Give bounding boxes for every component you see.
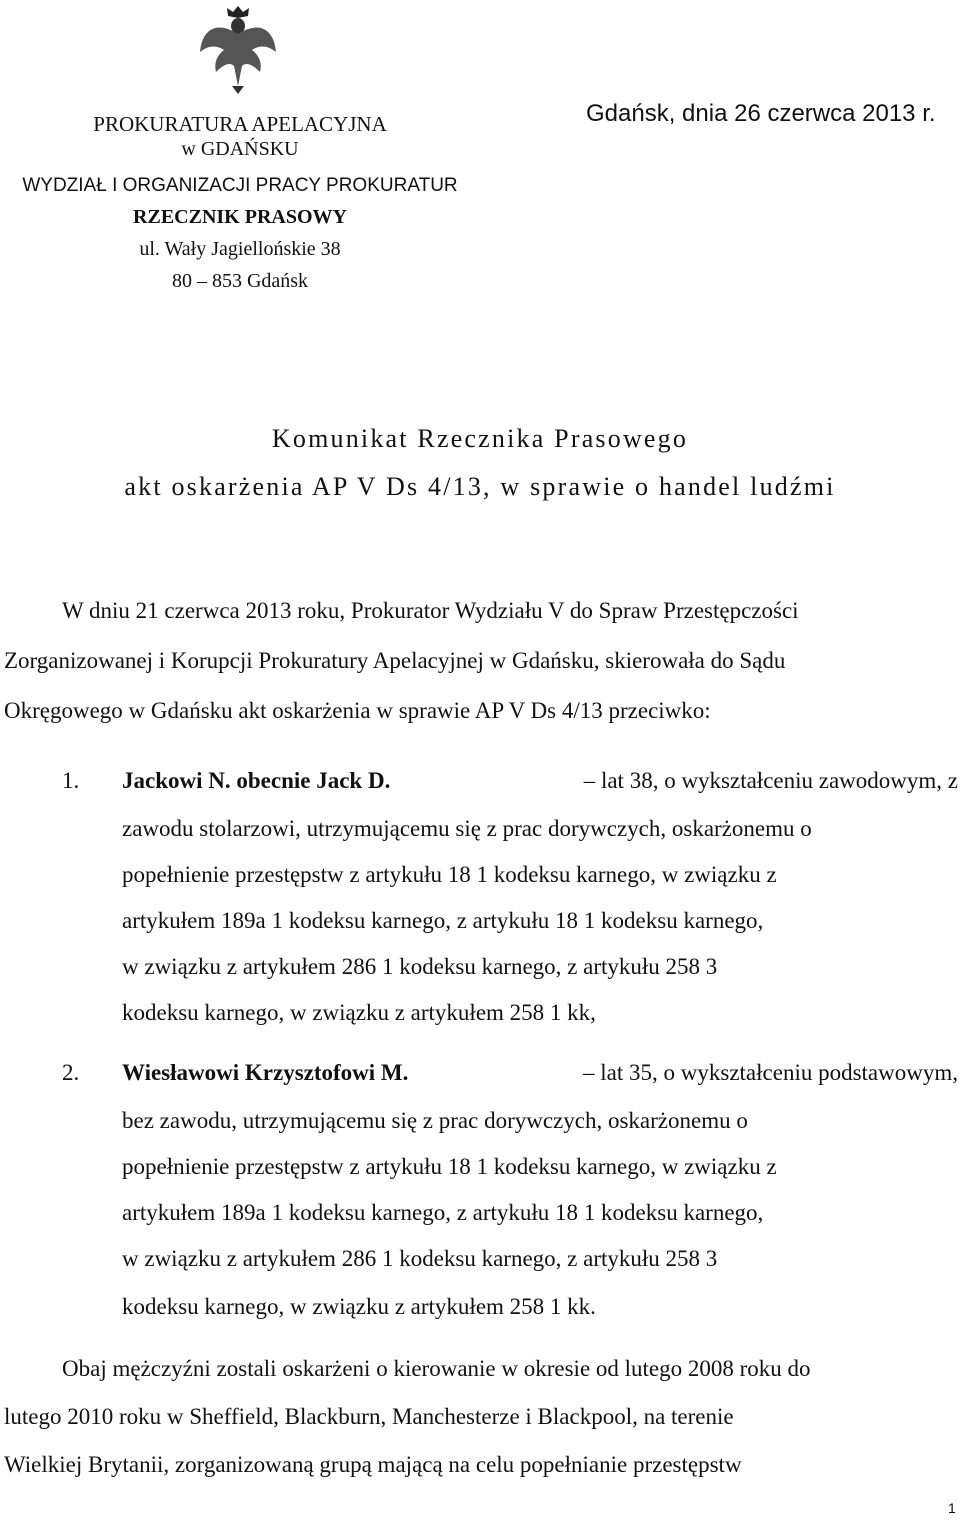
closing-line: lutego 2010 roku w Sheffield, Blackburn, Manchesterze i Blackpool, na terenie bbox=[4, 1404, 734, 1429]
intro-line: Okręgowego w Gdańsku akt oskarżenia w sprawie AP V Ds 4/13 przeciwko: bbox=[4, 698, 711, 723]
defendant-line: kodeksu karnego, w związku z artykułem 258 1 kk. bbox=[122, 1294, 596, 1319]
defendant-2-first-line bbox=[122, 1060, 958, 1086]
list-number: 1. bbox=[62, 768, 80, 793]
org-name: PROKURATURA APELACYJNA bbox=[93, 112, 387, 136]
defendant-1-first-line bbox=[122, 768, 958, 794]
intro-line: Zorganizowanej i Korupcji Prokuratury Apelacyjnej w Gdańsku, skierowała do Sądu bbox=[4, 648, 786, 673]
intro-line: W dniu 21 czerwca 2013 roku, Prokurator Wydziału V do Spraw Przestępczości bbox=[62, 598, 799, 623]
defendant-line: bez zawodu, utrzymującemu się z prac dorywczych, oskarżonemu o bbox=[122, 1108, 748, 1133]
street-address: ul. Wały Jagiellońskie 38 bbox=[139, 238, 341, 260]
defendant-line: popełnienie przestępstw z artykułu 18 1 kodeksu karnego, w związku z bbox=[122, 862, 777, 887]
defendant-line: artykułem 189a 1 kodeksu karnego, z artykułu 18 1 kodeksu karnego, bbox=[122, 1200, 764, 1225]
eagle-emblem bbox=[196, 0, 280, 96]
defendant-line: kodeksu karnego, w związku z artykułem 258 1 kk, bbox=[122, 1000, 596, 1025]
defendant-name: Wiesławowi Krzysztofowi M. bbox=[122, 1060, 409, 1085]
defendant-line: artykułem 189a 1 kodeksu karnego, z artykułu 18 1 kodeksu karnego, bbox=[122, 908, 764, 933]
title-line2: akt oskarżenia AP V Ds 4/13, w sprawie o handel ludźmi bbox=[124, 472, 836, 501]
defendant-line: w związku z artykułem 286 1 kodeksu karnego, z artykułu 258 3 bbox=[122, 1246, 718, 1271]
postcode: 80 – 853 Gdańsk bbox=[171, 270, 309, 292]
closing-line: Obaj mężczyźni zostali oskarżeni o kierowanie w okresie od lutego 2008 roku do bbox=[62, 1356, 811, 1381]
list-number: 2. bbox=[62, 1060, 80, 1085]
defendant-details: – lat 38, o wykształceniu zawodowym, z bbox=[583, 768, 958, 793]
defendant-line: w związku z artykułem 286 1 kodeksu karnego, z artykułu 258 3 bbox=[122, 954, 718, 979]
closing-line: Wielkiej Brytanii, zorganizowaną grupą mającą na celu popełnianie przestępstw bbox=[4, 1452, 742, 1477]
defendant-details: – lat 35, o wykształceniu podstawowym, bbox=[583, 1060, 958, 1085]
document-date: Gdańsk, dnia 26 czerwca 2013 r. bbox=[586, 100, 936, 127]
department: WYDZIAŁ I ORGANIZACJI PRACY PROKURATUR bbox=[22, 175, 458, 196]
role: RZECZNIK PRASOWY bbox=[133, 206, 347, 228]
page-number: 1 bbox=[948, 1500, 956, 1516]
org-city: w GDAŃSKU bbox=[181, 138, 299, 160]
defendant-name: Jackowi N. obecnie Jack D. bbox=[122, 768, 391, 793]
defendant-line: popełnienie przestępstw z artykułu 18 1 kodeksu karnego, w związku z bbox=[122, 1154, 777, 1179]
title-line1: Komunikat Rzecznika Prasowego bbox=[271, 424, 689, 453]
defendant-line: zawodu stolarzowi, utrzymującemu się z prac dorywczych, oskarżonemu o bbox=[122, 816, 812, 841]
